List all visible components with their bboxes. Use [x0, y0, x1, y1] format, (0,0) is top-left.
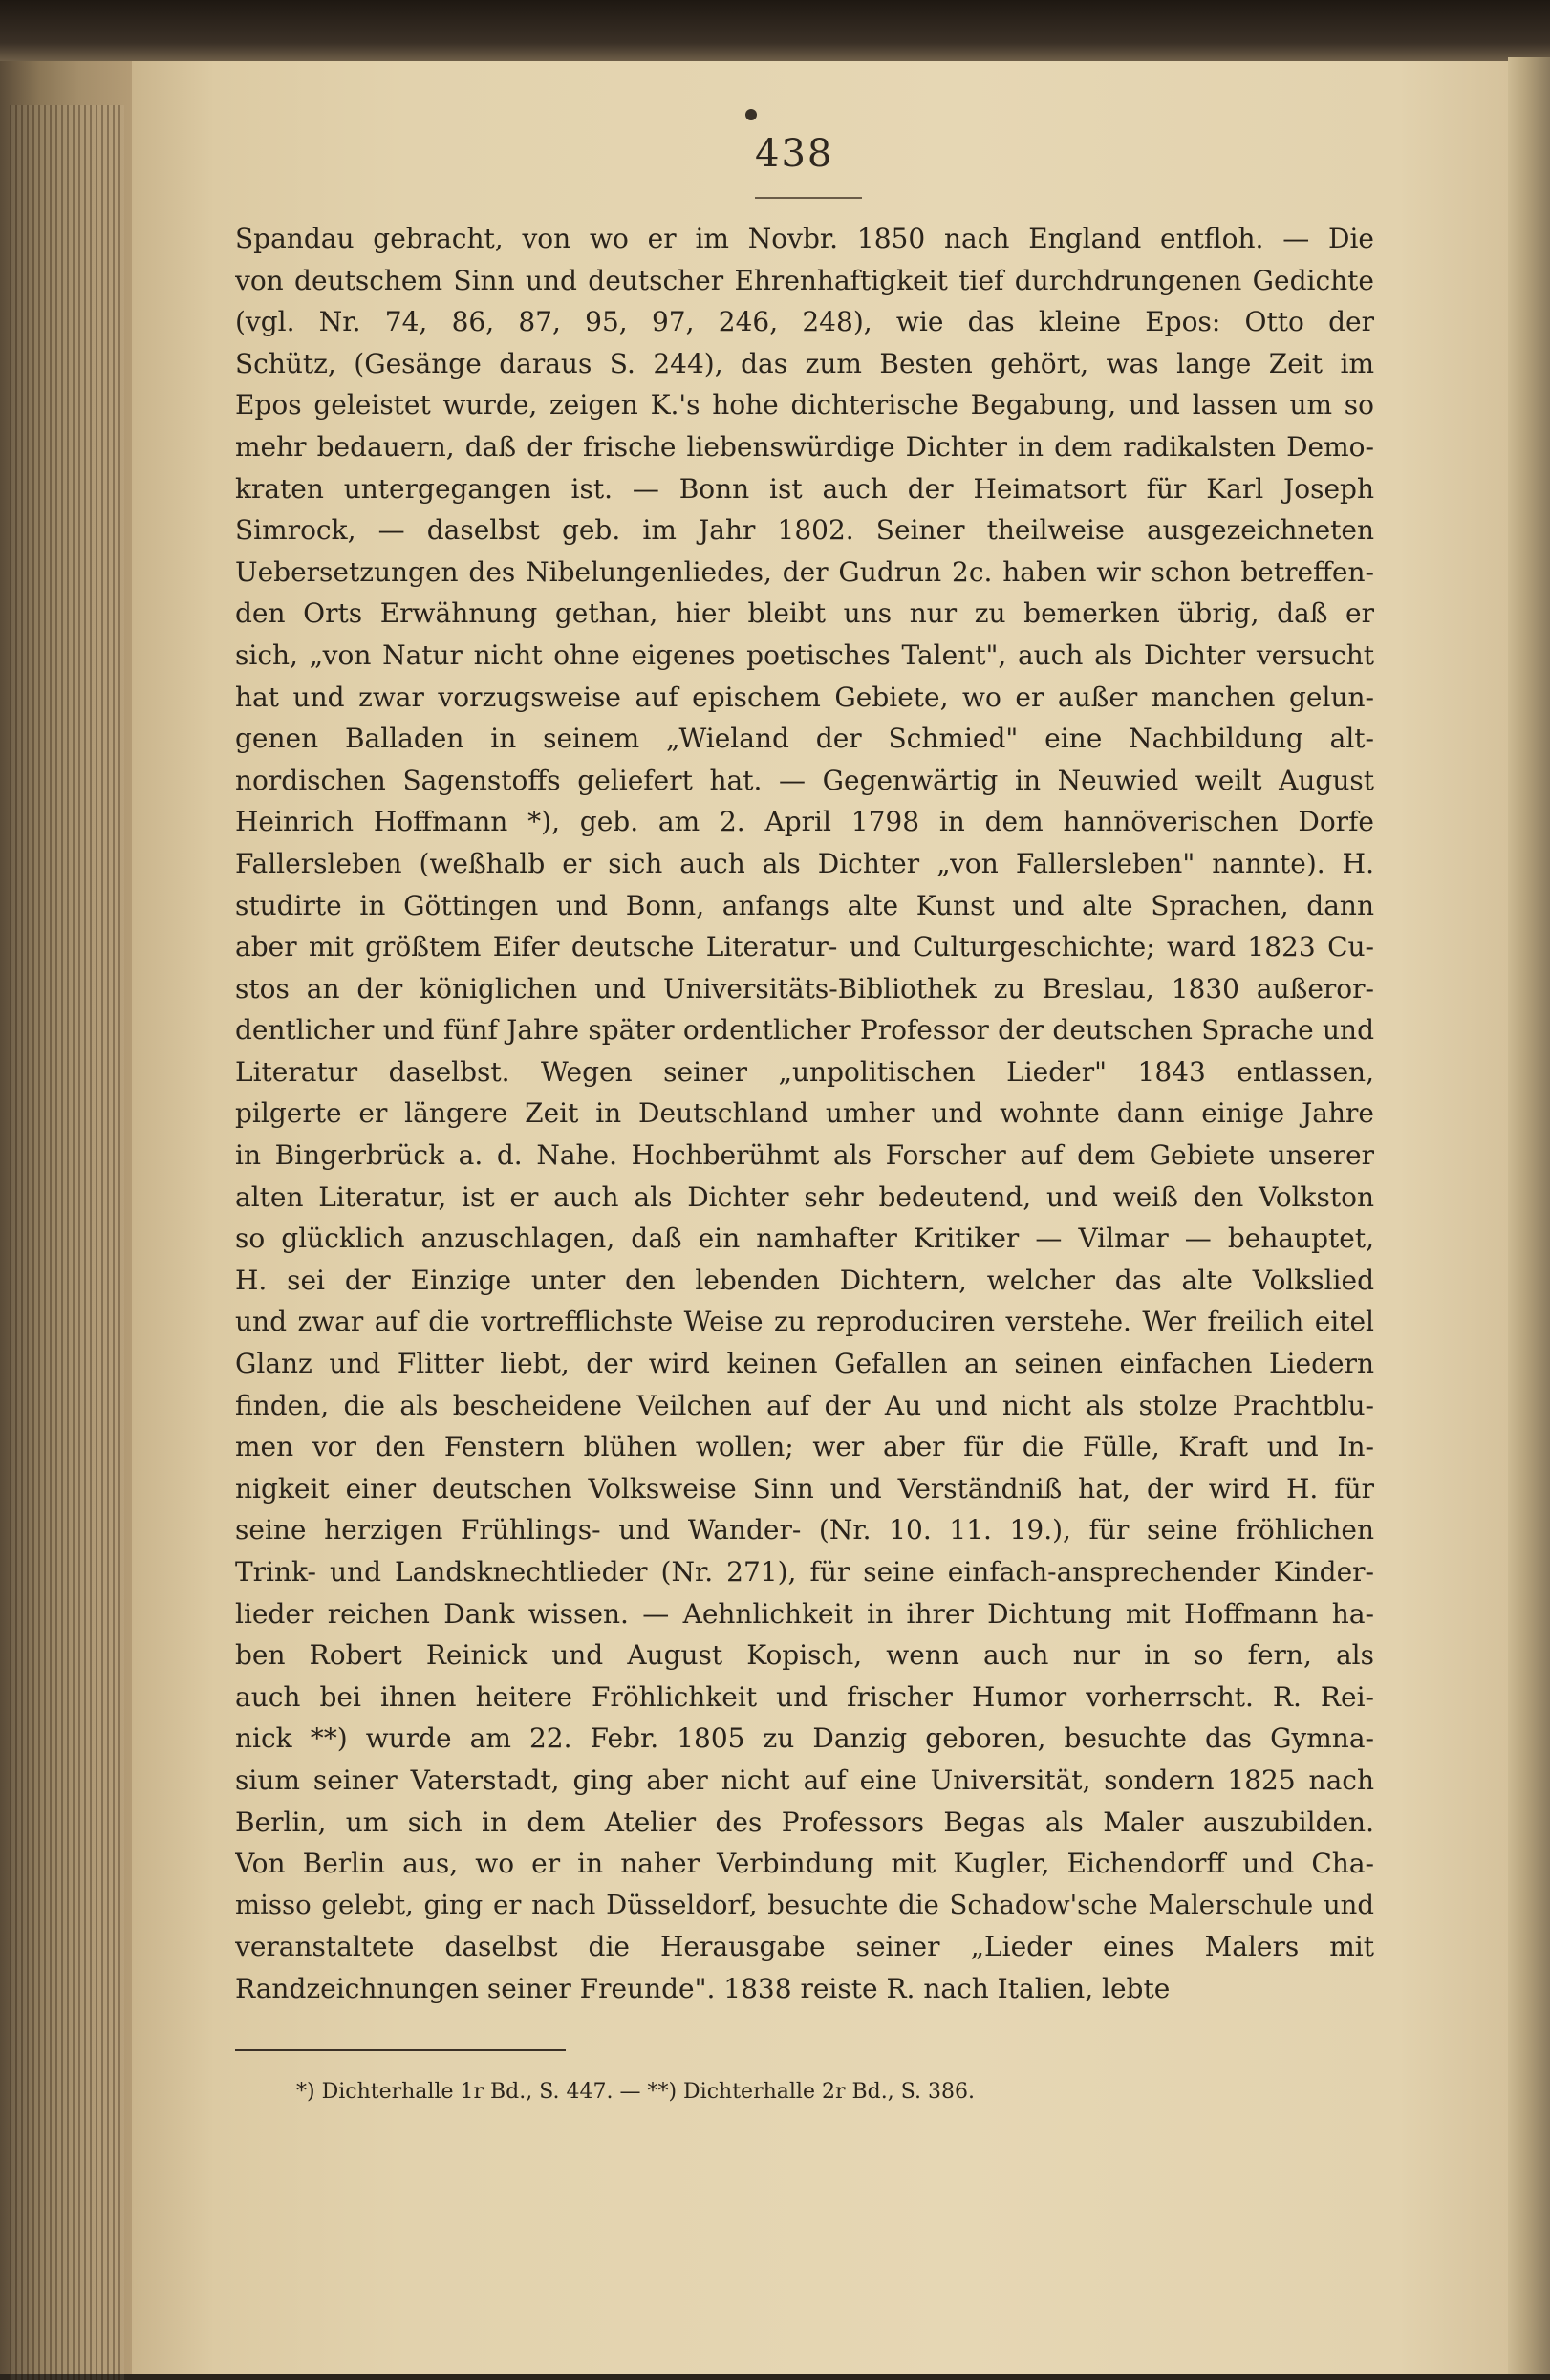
text-line: Randzeichnungen seiner Freunde". 1838 reiste R. nach Italien, lebte: [235, 1972, 1171, 2004]
text-line: Von Berlin aus, wo er in naher Verbindung mit Kugler, Eichendorff und Cha-: [235, 1848, 1374, 1880]
scan-top-shadow: [0, 0, 1550, 61]
text-line: mehr bedauern, daß der frische liebenswürdige Dichter in dem radikalsten Demo-: [235, 430, 1374, 463]
text-line: alten Literatur, ist er auch als Dichter sehr bedeutend, und weiß den Volkston: [235, 1180, 1374, 1213]
text-line: sich, „von Natur nicht ohne eigenes poetisches Talent", auch als Dichter versucht: [235, 638, 1374, 671]
text-line: nick **) wurde am 22. Febr. 1805 zu Danzig geboren, besuchte das Gymna-: [235, 1722, 1374, 1755]
text-line: Uebersetzungen des Nibelungenliedes, der Gudrun 2c. haben wir schon betreffen-: [235, 555, 1374, 588]
text-line: seine herzigen Frühlings- und Wander- (Nr. 10. 11. 19.), für seine fröhlichen: [235, 1514, 1374, 1547]
book-page-stack-edge: [0, 38, 132, 2374]
text-line: auch bei ihnen heitere Fröhlichkeit und frischer Humor vorherrscht. R. Rei-: [235, 1680, 1374, 1713]
page-number: 438: [755, 132, 834, 176]
text-line: Berlin, um sich in dem Atelier des Professors Begas als Maler auszubilden.: [235, 1806, 1374, 1838]
footnote: *) Dichterhalle 1r Bd., S. 447. — **) Dichterhalle 2r Bd., S. 386.: [296, 2080, 975, 2104]
text-line: nigkeit einer deutschen Volksweise Sinn und Verständniß hat, der wird H. für: [235, 1472, 1374, 1504]
page-number-rule: [755, 197, 862, 199]
text-line: so glücklich anzuschlagen, daß ein namhafter Kritiker — Vilmar — behauptet,: [235, 1222, 1374, 1255]
text-line: dentlicher und fünf Jahre später ordentlicher Professor der deutschen Sprache und: [235, 1014, 1374, 1047]
text-line: hat und zwar vorzugsweise auf epischem Gebiete, wo er außer manchen gelun-: [235, 681, 1374, 713]
text-line: Fallersleben (weßhalb er sich auch als Dichter „von Fallersleben" nannte). H.: [235, 847, 1374, 879]
text-line: men vor den Fenstern blühen wollen; wer aber für die Fülle, Kraft und In-: [235, 1431, 1374, 1463]
text-line: H. sei der Einzige unter den lebenden Dichtern, welcher das alte Volkslied: [235, 1264, 1374, 1296]
text-line: veranstaltete daselbst die Herausgabe seiner „Lieder eines Malers mit: [235, 1931, 1374, 1963]
text-line: Glanz und Flitter liebt, der wird keinen Gefallen an seinen einfachen Liedern: [235, 1348, 1374, 1380]
text-line: sium seiner Vaterstadt, ging aber nicht auf eine Universität, sondern 1825 nach: [235, 1763, 1374, 1796]
text-line: genen Balladen in seinem „Wieland der Schmied" eine Nachbildung alt-: [235, 723, 1374, 755]
text-line: misso gelebt, ging er nach Düsseldorf, besuchte die Schadow'sche Malerschule und: [235, 1889, 1374, 1920]
text-line: von deutschem Sinn und deutscher Ehrenhaftigkeit tief durchdrungenen Gedichte: [235, 264, 1374, 296]
text-line: studirte in Göttingen und Bonn, anfangs alte Kunst und alte Sprachen, dann: [235, 889, 1374, 921]
text-line: (vgl. Nr. 74, 86, 87, 95, 97, 246, 248), wie das kleine Epos: Otto der: [235, 306, 1374, 338]
body-text: [235, 218, 1374, 2010]
text-line: Schütz, (Gesänge daraus S. 244), das zum Besten gehört, was lange Zeit im: [235, 347, 1374, 379]
page-edge-lines: [10, 105, 124, 2380]
text-line: in Bingerbrück a. d. Nahe. Hochberühmt als Forscher auf dem Gebiete unserer: [235, 1139, 1374, 1172]
text-line: Epos geleistet wurde, zeigen K.'s hohe dichterische Begabung, und lassen um so: [235, 389, 1374, 422]
text-line: pilgerte er längere Zeit in Deutschland umher und wohnte dann einige Jahre: [235, 1097, 1374, 1130]
text-line: Heinrich Hoffmann *), geb. am 2. April 1798 in dem hannöverischen Dorfe: [235, 806, 1374, 838]
text-line: und zwar auf die vortrefflichste Weise zu reproduciren verstehe. Wer freilich eitel: [235, 1306, 1374, 1338]
page-right-edge: [1508, 57, 1550, 2374]
text-line: Trink- und Landsknechtlieder (Nr. 271), für seine einfach-ansprechender Kinder-: [235, 1556, 1374, 1588]
text-line: Spandau gebracht, von wo er im Novbr. 1850 nach England entfloh. — Die: [235, 223, 1374, 254]
footnote-rule: [235, 2049, 566, 2051]
text-line: den Orts Erwähnung gethan, hier bleibt uns nur zu bemerken übrig, daß er: [235, 597, 1374, 630]
text-line: kraten untergegangen ist. — Bonn ist auch der Heimatsort für Karl Joseph: [235, 472, 1374, 505]
text-line: Literatur daselbst. Wegen seiner „unpolitischen Lieder" 1843 entlassen,: [235, 1055, 1374, 1088]
text-line: lieder reichen Dank wissen. — Aehnlichkeit in ihrer Dichtung mit Hoffmann ha-: [235, 1597, 1374, 1630]
text-line: stos an der königlichen und Universitäts-Bibliothek zu Breslau, 1830 außeror-: [235, 972, 1374, 1005]
text-line: ben Robert Reinick und August Kopisch, wenn auch nur in so fern, als: [235, 1639, 1374, 1672]
text-line: Simrock, — daselbst geb. im Jahr 1802. Seiner theilweise ausgezeichneten: [235, 514, 1374, 547]
text-line: nordischen Sagenstoffs geliefert hat. — Gegenwärtig in Neuwied weilt August: [235, 764, 1374, 796]
text-line: aber mit größtem Eifer deutsche Literatur- und Culturgeschichte; ward 1823 Cu-: [235, 931, 1374, 963]
ink-dot: [745, 109, 757, 120]
text-line: finden, die als bescheidene Veilchen auf der Au und nicht als stolze Prachtblu-: [235, 1389, 1374, 1421]
